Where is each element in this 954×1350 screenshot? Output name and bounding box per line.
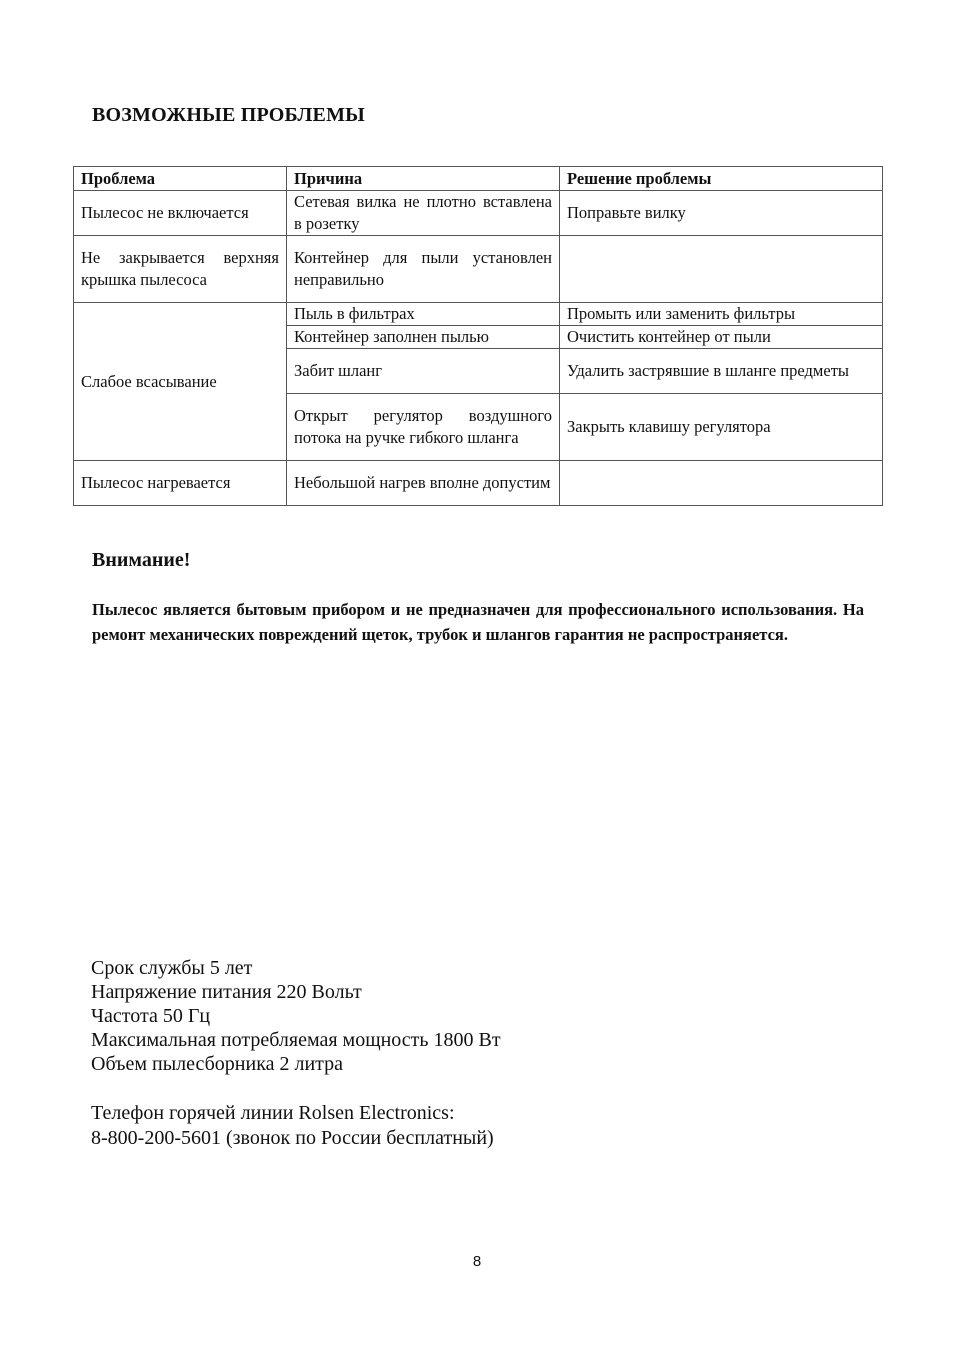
cell-problem: Пылесос нагревается bbox=[74, 461, 287, 506]
header-problem: Проблема bbox=[74, 167, 287, 191]
specifications-list bbox=[91, 956, 501, 1076]
table-row bbox=[74, 191, 883, 236]
table-row bbox=[74, 461, 883, 506]
cell-solution: Очистить контейнер от пыли bbox=[560, 326, 883, 349]
cell-solution: Поправьте вилку bbox=[560, 191, 883, 236]
cell-problem: Пылесос не включается bbox=[74, 191, 287, 236]
table-row bbox=[74, 303, 883, 326]
section-title: ВОЗМОЖНЫЕ ПРОБЛЕМЫ bbox=[92, 104, 365, 126]
cell-cause: Контейнер для пыли установлен неправильно bbox=[287, 236, 560, 303]
attention-text: Пылесос является бытовым прибором и не предназначен для профессионального использования. На ремонт механических повреждений щеток, трубок и шлангов гарантия не распространяется. bbox=[92, 600, 864, 644]
spec-power: Максимальная потребляемая мощность 1800 Вт bbox=[91, 1029, 501, 1051]
spec-dust-volume: Объем пылесборника 2 литра bbox=[91, 1053, 344, 1075]
cell-problem: Слабое всасывание bbox=[74, 303, 287, 461]
table-header-row bbox=[74, 167, 883, 191]
cell-solution: Закрыть клавишу регулятора bbox=[560, 394, 883, 461]
spec-service-life: Срок службы 5 лет bbox=[91, 957, 253, 979]
attention-title: Внимание! bbox=[92, 549, 191, 571]
hotline-block bbox=[91, 1101, 494, 1151]
page-number: 8 bbox=[472, 1253, 482, 1270]
cell-solution bbox=[560, 461, 883, 506]
cell-cause: Открыт регулятор воздушного потока на ручке гибкого шланга bbox=[287, 394, 560, 461]
spec-voltage: Напряжение питания 220 Вольт bbox=[91, 981, 362, 1003]
troubleshooting-table bbox=[73, 166, 883, 506]
table-row bbox=[74, 236, 883, 303]
cell-solution: Промыть или заменить фильтры bbox=[560, 303, 883, 326]
cell-solution: Удалить застрявшие в шланге предметы bbox=[560, 349, 883, 394]
cell-cause: Сетевая вилка не плотно вставлена в розетку bbox=[287, 191, 560, 236]
cell-solution bbox=[560, 236, 883, 303]
hotline-phone: 8-800-200-5601 (звонок по России бесплатный) bbox=[91, 1127, 494, 1149]
cell-problem: Не закрывается верхняя крышка пылесоса bbox=[74, 236, 287, 303]
cell-cause: Небольшой нагрев вполне допустим bbox=[287, 461, 560, 506]
cell-cause: Контейнер заполнен пылью bbox=[287, 326, 560, 349]
header-cause: Причина bbox=[287, 167, 560, 191]
cell-cause: Забит шланг bbox=[287, 349, 560, 394]
spec-frequency: Частота 50 Гц bbox=[91, 1005, 211, 1027]
hotline-label: Телефон горячей линии Rolsen Electronics: bbox=[91, 1102, 455, 1124]
header-solution: Решение проблемы bbox=[560, 167, 883, 191]
cell-cause: Пыль в фильтрах bbox=[287, 303, 560, 326]
